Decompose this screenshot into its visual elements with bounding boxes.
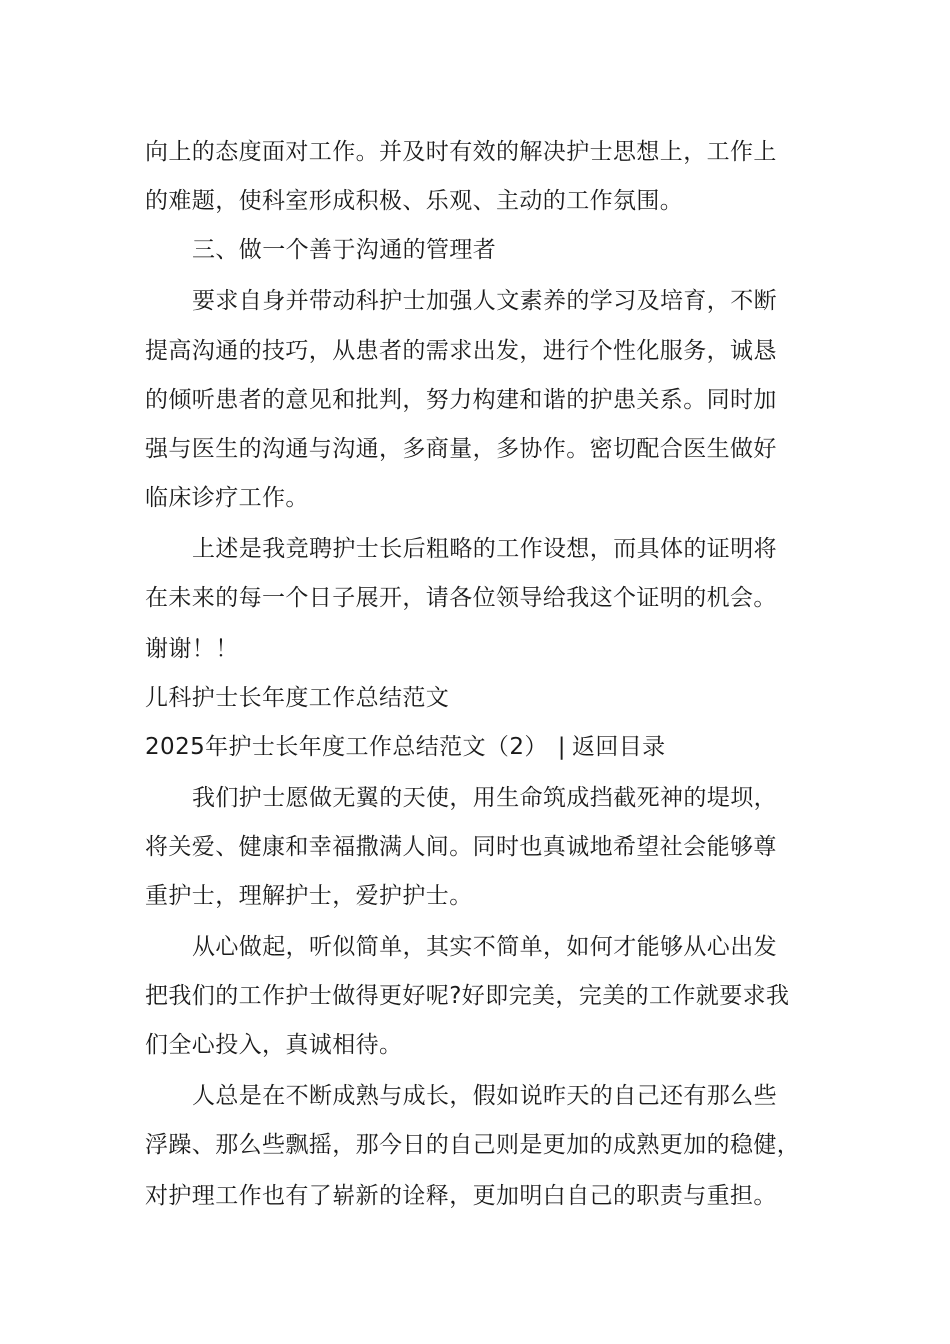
paragraph-line: 从心做起，听似简单，其实不简单，如何才能够从心出发 — [192, 934, 777, 960]
paragraph-line: 把我们的工作护士做得更好呢?好即完美，完美的工作就要求我 — [145, 983, 790, 1009]
paragraph-line: 浮躁、那么些飘摇，那今日的自己则是更加的成熟更加的稳健， — [145, 1132, 801, 1158]
paragraph-line: 在未来的每一个日子展开，请各位领导给我这个证明的机会。 — [145, 585, 777, 611]
paragraph-line: 向上的态度面对工作。并及时有效的解决护士思想上，工作上 — [145, 139, 777, 165]
paragraph-line: 提高沟通的技巧，从患者的需求出发，进行个性化服务，诚恳 — [145, 338, 777, 364]
paragraph-line: 要求自身并带动科护士加强人文素养的学习及培育，不断 — [192, 288, 777, 314]
paragraph-line: 们全心投入，真诚相待。 — [145, 1032, 403, 1058]
paragraph-line: 强与医生的沟通与沟通，多商量，多协作。密切配合医生做好 — [145, 436, 777, 462]
paragraph-line: 的倾听患者的意见和批判，努力构建和谐的护患关系。同时加 — [145, 387, 777, 413]
section-heading-row — [145, 731, 666, 763]
article-title: 儿科护士长年度工作总结范文 — [145, 685, 450, 711]
heading-separator: | — [557, 734, 566, 760]
section-heading-title: 2025年护士长年度工作总结范文（2） — [145, 734, 548, 760]
section-heading-communication: 三、做一个善于沟通的管理者 — [192, 237, 497, 263]
paragraph-line: 上述是我竞聘护士长后粗略的工作设想，而具体的证明将 — [192, 536, 777, 562]
paragraph-line: 的难题，使科室形成积极、乐观、主动的工作氛围。 — [145, 188, 684, 214]
paragraph-line: 临床诊疗工作。 — [145, 485, 309, 511]
paragraph-line: 将关爱、健康和幸福撒满人间。同时也真诚地希望社会能够尊 — [145, 834, 777, 860]
paragraph-line: 对护理工作也有了崭新的诠释，更加明白自己的职责与重担。 — [145, 1183, 777, 1209]
paragraph-line: 我们护士愿做无翼的天使，用生命筑成挡截死神的堤坝， — [192, 785, 777, 811]
back-to-toc-link[interactable]: 返回目录 — [571, 734, 666, 760]
paragraph-line: 人总是在不断成熟与成长，假如说昨天的自己还有那么些 — [192, 1083, 777, 1109]
paragraph-line: 重护士，理解护士，爱护护士。 — [145, 883, 473, 909]
closing-thanks: 谢谢！！ — [145, 636, 239, 662]
